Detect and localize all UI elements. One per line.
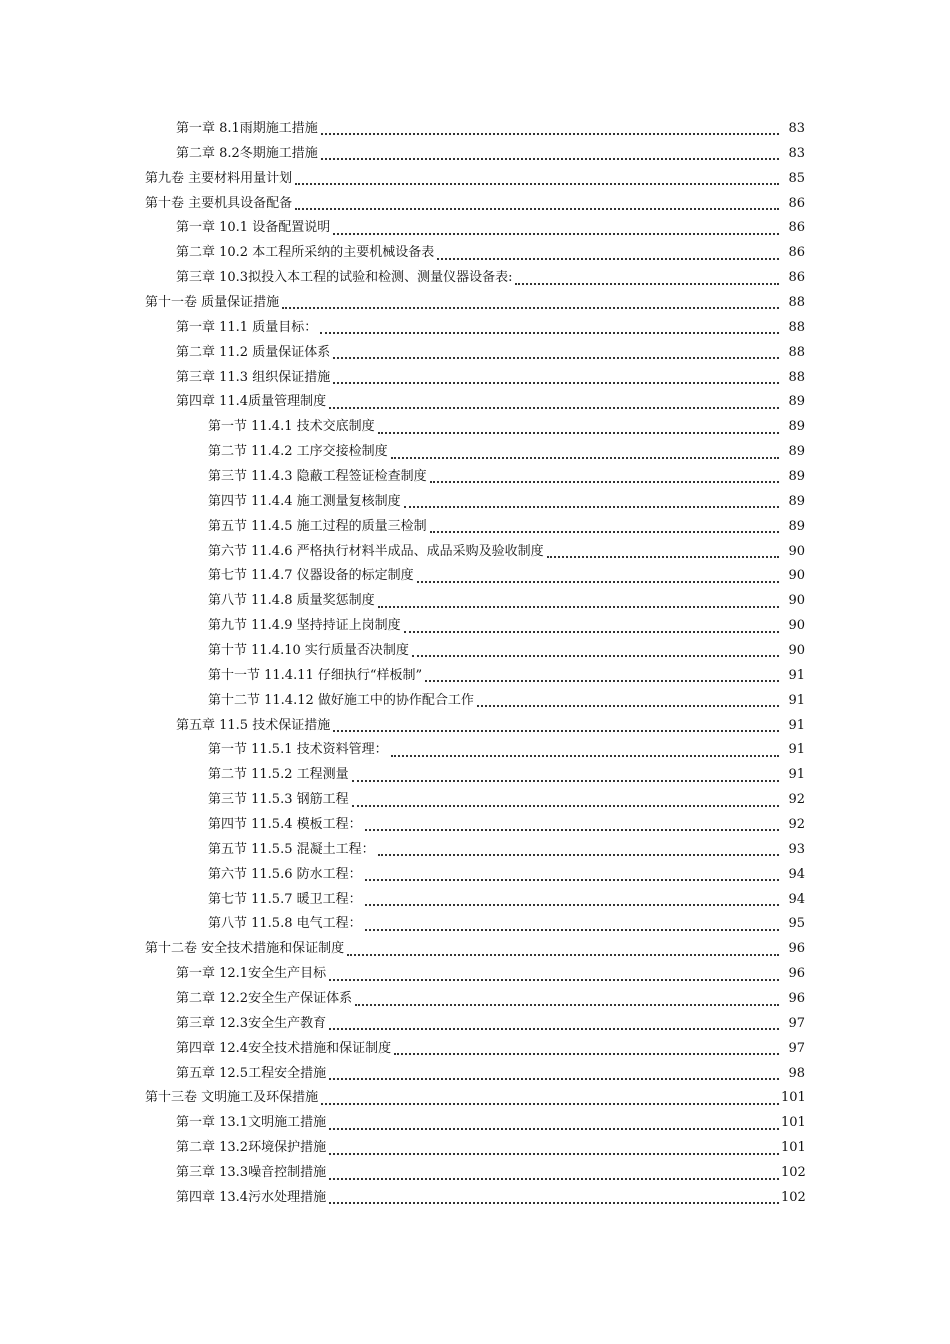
table-of-contents [0, 116, 950, 1210]
toc-dot-leader [425, 666, 779, 682]
toc-entry-page-number: 102 [781, 1189, 806, 1205]
toc-entry-title: 第四节 11.5.4 模板工程： [208, 816, 362, 832]
toc-entry-title: 第十一卷 质量保证措施 [145, 294, 280, 310]
toc-entry-page-number: 89 [788, 419, 805, 435]
toc-entry[interactable] [176, 340, 950, 365]
toc-entry-page-number: 96 [788, 966, 805, 982]
toc-entry-title: 第七节 11.5.7 暖卫工程： [208, 891, 362, 907]
toc-dot-leader [320, 318, 779, 334]
toc-entry[interactable] [176, 1185, 950, 1210]
toc-dot-leader [333, 343, 779, 359]
toc-entry[interactable] [208, 837, 950, 862]
toc-entry-title: 第四节 11.4.4 施工测量复核制度 [208, 493, 401, 509]
toc-entry-page-number: 102 [781, 1165, 806, 1181]
toc-entry-title: 第十节 11.4.10 实行质量否决制度 [208, 642, 409, 658]
toc-dot-leader [547, 542, 779, 558]
toc-entry-page-number: 90 [788, 618, 805, 634]
toc-dot-leader [329, 1139, 779, 1155]
toc-entry[interactable] [176, 389, 950, 414]
toc-dot-leader [295, 194, 779, 210]
toc-dot-leader [329, 1014, 779, 1030]
toc-entry[interactable] [176, 1110, 950, 1135]
toc-entry[interactable] [176, 240, 950, 265]
toc-dot-leader [365, 915, 779, 931]
toc-entry-title: 第四章 13.4污水处理措施 [176, 1189, 327, 1205]
toc-dot-leader [404, 617, 779, 633]
toc-entry-title: 第七节 11.4.7 仪器设备的标定制度 [208, 568, 414, 584]
toc-entry-page-number: 91 [788, 767, 805, 783]
toc-entry-title: 第十二节 11.4.12 做好施工中的协作配合工作 [208, 692, 474, 708]
toc-entry-title: 第二章 12.2安全生产保证体系 [176, 991, 353, 1006]
toc-entry-title: 第五章 12.5工程安全措施 [176, 1065, 327, 1081]
toc-entry-page-number: 91 [788, 742, 805, 758]
toc-entry[interactable] [208, 489, 950, 514]
toc-entry[interactable] [208, 737, 950, 762]
toc-entry-title: 第五章 11.5 技术保证措施 [176, 717, 331, 733]
toc-dot-leader [437, 244, 779, 260]
toc-entry[interactable] [208, 862, 950, 887]
toc-dot-leader [329, 1114, 779, 1130]
toc-entry[interactable] [208, 663, 950, 688]
toc-entry-page-number: 91 [788, 717, 805, 733]
toc-entry-title: 第十三卷 文明施工及环保措施 [145, 1090, 319, 1106]
toc-entry[interactable] [176, 1061, 950, 1086]
toc-entry-title: 第三章 10.3拟投入本工程的试验和检测、测量仪器设备表: [176, 270, 513, 286]
toc-entry[interactable] [208, 563, 950, 588]
toc-entry-title: 第三节 11.4.3 隐蔽工程签证检查制度 [208, 468, 427, 484]
toc-entry-title: 第八节 11.4.8 质量奖惩制度 [208, 593, 375, 609]
toc-entry-page-number: 88 [788, 294, 805, 310]
toc-entry[interactable] [208, 688, 950, 713]
toc-entry[interactable] [208, 613, 950, 638]
toc-entry-title: 第二章 10.2 本工程所采纳的主要机械设备表 [176, 245, 435, 261]
toc-dot-leader [477, 691, 779, 707]
toc-entry-title: 第九节 11.4.9 坚持持证上岗制度 [208, 618, 401, 634]
toc-entry-page-number: 92 [788, 816, 805, 832]
toc-entry-title: 第一章 8.1雨期施工措施 [176, 120, 318, 136]
toc-dot-leader [430, 517, 779, 533]
toc-dot-leader [378, 840, 779, 856]
toc-entry-page-number: 91 [788, 667, 805, 683]
toc-dot-leader [329, 965, 779, 981]
toc-entry-page-number: 83 [788, 120, 805, 136]
toc-dot-leader [295, 169, 779, 185]
toc-entry-page-number: 88 [788, 369, 805, 385]
toc-dot-leader [329, 1064, 779, 1080]
toc-entry[interactable] [208, 588, 950, 613]
toc-entry-page-number: 89 [788, 444, 805, 460]
toc-dot-leader [347, 940, 779, 956]
toc-entry[interactable] [145, 936, 950, 961]
toc-entry[interactable] [176, 1011, 950, 1036]
toc-entry-title: 第一章 11.1 质量目标： [176, 319, 318, 335]
toc-entry-title: 第一节 11.5.1 技术资料管理： [208, 742, 388, 758]
toc-entry-title: 第四章 12.4安全技术措施和保证制度 [176, 1040, 392, 1056]
toc-entry[interactable] [176, 1036, 950, 1061]
toc-entry-title: 第一节 11.4.1 技术交底制度 [208, 419, 375, 435]
toc-dot-leader [391, 443, 779, 459]
toc-entry-page-number: 88 [788, 344, 805, 360]
toc-entry-title: 第五节 11.4.5 施工过程的质量三检制 [208, 518, 427, 534]
toc-dot-leader [430, 467, 779, 483]
toc-dot-leader [321, 119, 779, 135]
toc-entry-title: 第一章 10.1 设备配置说明 [176, 220, 331, 236]
toc-entry-title: 第三章 13.3噪音控制措施 [176, 1165, 327, 1181]
toc-entry-page-number: 90 [788, 642, 805, 658]
toc-entry-page-number: 92 [788, 792, 805, 808]
toc-entry-page-number: 97 [788, 1015, 805, 1031]
toc-entry-title: 第三章 11.3 组织保证措施 [176, 369, 331, 385]
toc-entry-page-number: 88 [788, 319, 805, 335]
toc-entry-title: 第三节 11.5.3 钢筋工程 [208, 792, 349, 808]
toc-entry-title: 第十二卷 安全技术措施和保证制度 [145, 941, 345, 957]
toc-entry-page-number: 86 [788, 270, 805, 286]
toc-entry[interactable] [176, 116, 950, 141]
toc-entry-page-number: 86 [788, 220, 805, 236]
toc-entry[interactable] [176, 1135, 950, 1160]
toc-entry-page-number: 89 [788, 518, 805, 534]
toc-dot-leader [321, 144, 779, 160]
toc-entry-page-number: 94 [788, 866, 805, 882]
toc-entry-page-number: 101 [781, 1140, 806, 1156]
toc-dot-leader [333, 219, 779, 235]
toc-entry-title: 第一章 12.1安全生产目标 [176, 966, 327, 982]
toc-entry-title: 第三章 12.3安全生产教育 [176, 1015, 327, 1031]
toc-entry[interactable] [145, 166, 950, 191]
toc-entry-title: 第二章 8.2冬期施工措施 [176, 145, 318, 161]
toc-dot-leader [321, 1089, 779, 1105]
toc-entry-page-number: 89 [788, 493, 805, 509]
toc-entry-title: 第十卷 主要机具设备配备 [145, 195, 293, 211]
toc-entry-page-number: 89 [788, 394, 805, 410]
toc-entry-page-number: 96 [788, 991, 805, 1006]
toc-dot-leader [391, 741, 779, 757]
toc-entry-page-number: 89 [788, 468, 805, 484]
toc-entry[interactable] [208, 439, 950, 464]
toc-entry-title: 第六节 11.4.6 严格执行材料半成品、成品采购及验收制度 [208, 543, 544, 559]
toc-entry[interactable] [208, 539, 950, 564]
toc-dot-leader [417, 567, 779, 583]
toc-entry-page-number: 96 [788, 941, 805, 957]
toc-dot-leader [378, 592, 779, 608]
toc-entry-page-number: 98 [788, 1065, 805, 1081]
toc-entry-title: 第五节 11.5.5 混凝土工程： [208, 841, 375, 857]
toc-entry[interactable] [208, 414, 950, 439]
toc-entry[interactable] [176, 986, 950, 1011]
toc-entry-page-number: 94 [788, 891, 805, 907]
toc-entry[interactable] [176, 1160, 950, 1185]
toc-entry[interactable] [208, 762, 950, 787]
toc-entry[interactable] [208, 912, 950, 937]
toc-entry-page-number: 86 [788, 245, 805, 261]
toc-entry-page-number: 91 [788, 692, 805, 708]
toc-entry[interactable] [176, 315, 950, 340]
toc-dot-leader [333, 368, 779, 384]
toc-entry-page-number: 90 [788, 593, 805, 609]
toc-entry-title: 第十一节 11.4.11 仔细执行“样板制” [208, 667, 423, 683]
toc-entry-page-number: 85 [788, 170, 805, 186]
toc-entry-title: 第九卷 主要材料用量计划 [145, 170, 293, 186]
toc-dot-leader [333, 716, 779, 732]
toc-dot-leader [394, 1039, 779, 1055]
toc-entry[interactable] [176, 365, 950, 390]
toc-entry[interactable] [176, 141, 950, 166]
toc-entry-page-number: 83 [788, 145, 805, 161]
toc-dot-leader [365, 815, 779, 831]
toc-entry[interactable] [145, 290, 950, 315]
toc-entry-page-number: 95 [788, 916, 805, 932]
toc-entry-title: 第六节 11.5.6 防水工程： [208, 866, 362, 882]
toc-dot-leader [352, 791, 779, 807]
toc-entry[interactable] [208, 787, 950, 812]
toc-entry-page-number: 90 [788, 568, 805, 584]
toc-entry-title: 第二章 11.2 质量保证体系 [176, 344, 331, 360]
toc-entry-title: 第二节 11.5.2 工程测量 [208, 767, 349, 783]
toc-entry-page-number: 101 [781, 1090, 806, 1106]
toc-entry[interactable] [208, 887, 950, 912]
toc-dot-leader [329, 1188, 779, 1204]
toc-dot-leader [365, 890, 779, 906]
toc-entry[interactable] [145, 191, 950, 216]
toc-entry-page-number: 101 [781, 1115, 806, 1131]
toc-entry-page-number: 93 [788, 841, 805, 857]
toc-entry[interactable] [208, 638, 950, 663]
toc-dot-leader [329, 393, 779, 409]
toc-entry-title: 第八节 11.5.8 电气工程： [208, 916, 362, 932]
toc-dot-leader [355, 990, 779, 1006]
toc-dot-leader [412, 641, 779, 657]
toc-entry[interactable] [208, 514, 950, 539]
toc-dot-leader [515, 269, 779, 285]
toc-dot-leader [352, 766, 779, 782]
toc-entry[interactable] [208, 812, 950, 837]
toc-dot-leader [365, 865, 779, 881]
toc-entry-title: 第一章 13.1文明施工措施 [176, 1115, 327, 1131]
toc-entry[interactable] [208, 464, 950, 489]
toc-dot-leader [378, 418, 779, 434]
toc-entry-page-number: 86 [788, 195, 805, 211]
toc-entry-title: 第四章 11.4质量管理制度 [176, 394, 327, 410]
toc-dot-leader [404, 492, 779, 508]
toc-entry[interactable] [145, 1086, 950, 1111]
toc-entry-title: 第二章 13.2环境保护措施 [176, 1140, 327, 1156]
toc-entry[interactable] [176, 961, 950, 986]
toc-entry-page-number: 97 [788, 1040, 805, 1056]
toc-dot-leader [282, 293, 779, 309]
toc-entry[interactable] [176, 713, 950, 738]
toc-entry[interactable] [176, 215, 950, 240]
toc-entry[interactable] [176, 265, 950, 290]
toc-entry-title: 第二节 11.4.2 工序交接检制度 [208, 444, 388, 460]
toc-dot-leader [329, 1164, 779, 1180]
toc-entry-page-number: 90 [788, 543, 805, 559]
